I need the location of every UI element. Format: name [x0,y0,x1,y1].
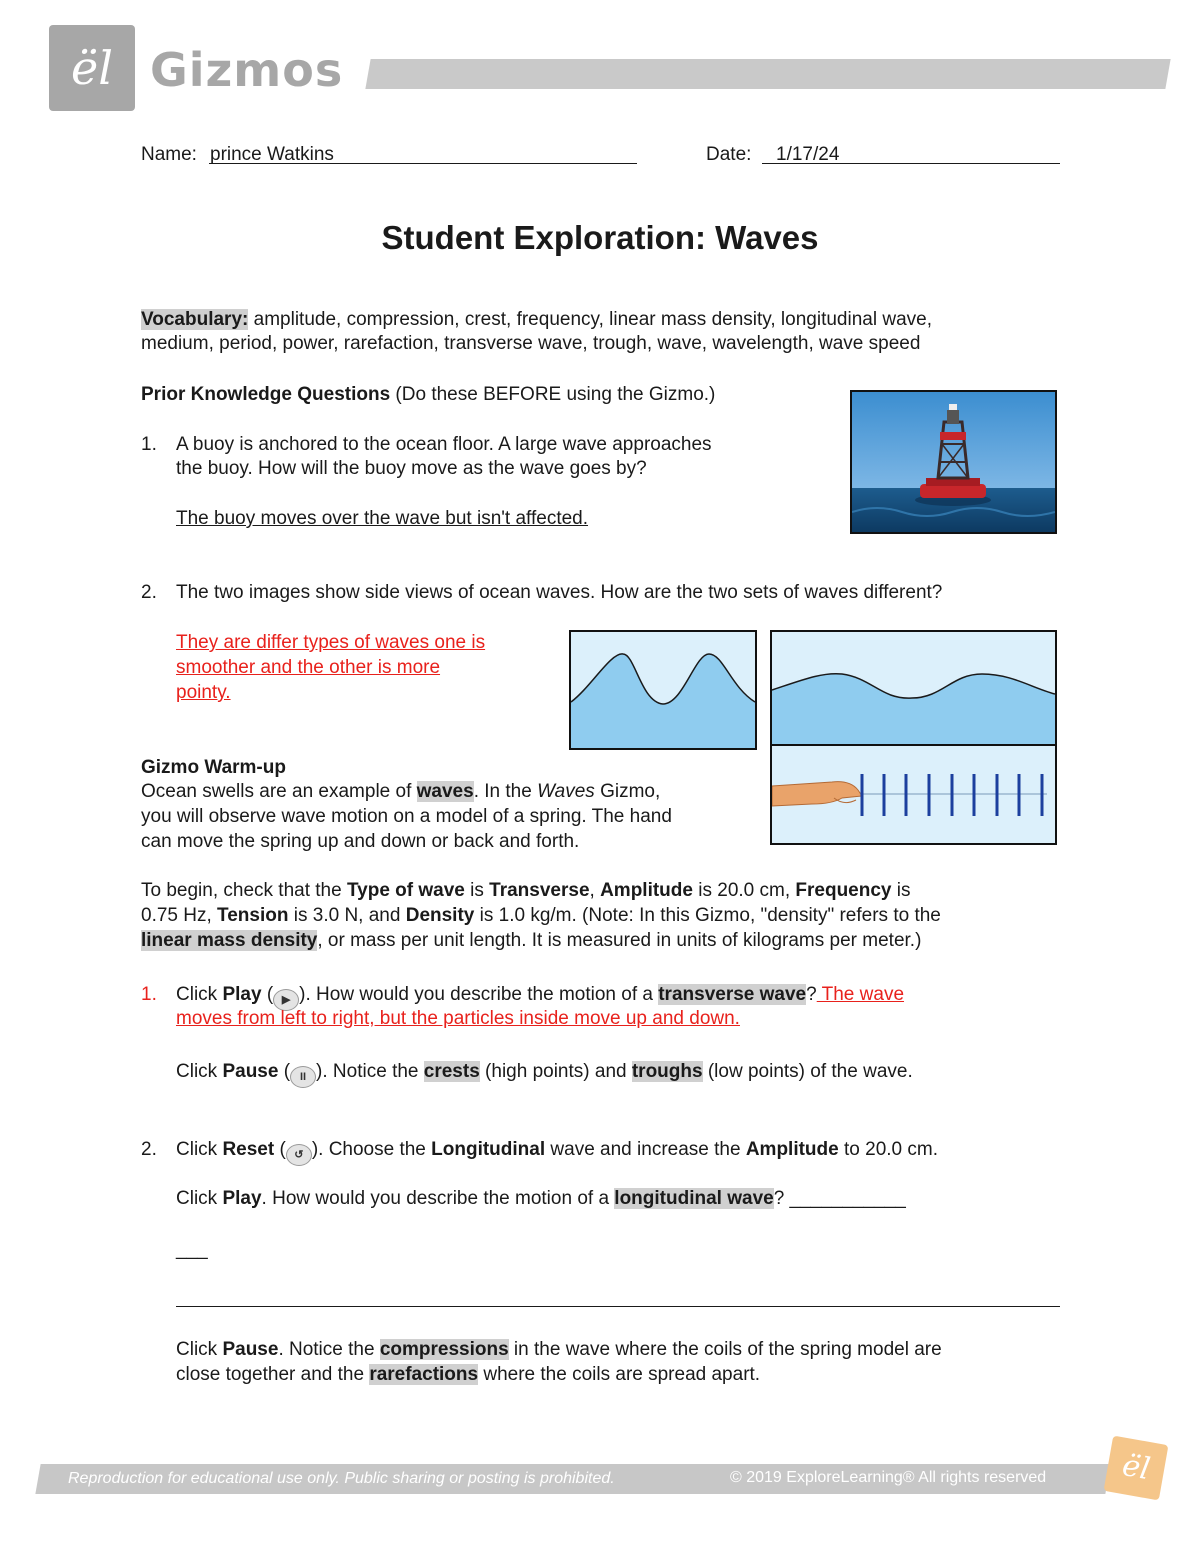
warmup-heading: Gizmo Warm-up [141,757,286,778]
setup-line-3 [141,928,921,953]
step2-paren: ( [274,1139,286,1160]
term-play-2: Play [222,1188,262,1209]
reset-icon[interactable]: ↺ [286,1144,312,1166]
q2-number: 2. [141,582,157,603]
name-underline [209,163,637,164]
term-crests: crests [423,1061,480,1082]
buoy-image [850,390,1057,534]
step1-text-b: ). How would you describe the motion of a [299,984,659,1005]
term-pause-2: Pause [222,1339,279,1360]
footer-copyright: © 2019 ExploreLearning® All rights reserved [730,1469,1047,1486]
name-value[interactable]: prince Watkins [210,144,334,165]
step2-number: 2. [141,1139,157,1160]
setup-text-i: , or mass per unit length. It is measured in units of kilograms per meter.) [317,930,922,951]
term-amplitude: Amplitude [600,880,693,901]
name-label: Name: [141,144,197,165]
step2-text-b: ). Choose the [311,1139,432,1160]
spring-hand-image [770,744,1057,845]
setup-line-2 [141,903,941,928]
term-pause: Pause [222,1061,279,1082]
step2-pause-click: Click [176,1339,223,1360]
setup-line-1 [141,878,910,903]
vocabulary-line-1 [141,307,932,332]
term-longitudinal-wave: longitudinal wave [614,1188,774,1209]
date-label: Date: [706,144,752,165]
step1-pause-text-d: (low points) of the wave. [702,1061,913,1082]
warmup-line-1 [141,779,660,804]
step1-question-mark: ? [806,984,817,1005]
q2-line-1: The two images show side views of ocean waves. How are the two sets of waves different? [176,582,943,603]
hand-icon [772,782,862,806]
term-linear-mass-density: linear mass density [141,930,318,951]
pointy-waves-illustration [571,632,755,748]
step2-line-1 [176,1137,938,1166]
warmup-text-c: Gizmo, [594,781,661,802]
pause-icon[interactable]: II [290,1066,316,1088]
step1-paren-open: ( [261,984,274,1005]
warmup-line-3: can move the spring up and down or back and forth. [141,831,580,852]
pointy-waves-image [569,630,757,750]
setup-text-c: , [589,880,601,901]
spring-hand-illustration [772,746,1055,843]
step2-play-click: Click [176,1188,223,1209]
page-title: Student Exploration: Waves [381,219,819,256]
term-longitudinal: Longitudinal [431,1139,546,1160]
step2-text-d: to 20.0 cm. [838,1139,938,1160]
warmup-text-a: Ocean swells are an example of [141,781,417,802]
term-frequency: Frequency [795,880,892,901]
step2-pause-line-1 [176,1337,942,1362]
q2-answer-line-1[interactable]: They are differ types of waves one is [176,632,486,653]
step1-click-text: Click [176,984,223,1005]
setup-text-h: is 1.0 kg/m. (Note: In this Gizmo, "density" refers to the [474,905,941,926]
date-value[interactable]: 1/17/24 [776,144,840,165]
brand-name: Gizmos [150,43,344,97]
term-type-of-wave: Type of wave [346,880,465,901]
step2-pause-text-c: in the wave where the coils of the spring model are [508,1339,942,1360]
q1-answer[interactable]: The buoy moves over the wave but isn't affected. [176,508,589,529]
term-compressions: compressions [379,1339,509,1360]
buoy-illustration [852,392,1055,532]
step2-click: Click [176,1139,223,1160]
step2-pause-text-e: where the coils are spread apart. [478,1364,761,1385]
prior-heading-note: (Do these BEFORE using the Gizmo.) [390,384,716,405]
step1-number: 1. [141,984,157,1005]
term-reset: Reset [222,1139,275,1160]
term-transverse-wave: transverse wave [658,984,807,1005]
prior-heading-bold: Prior Knowledge Questions [141,384,391,405]
step2-pause-text-d: close together and the [176,1364,370,1385]
step1-pause-text-b: ). Notice the [316,1061,424,1082]
term-tension: Tension [217,905,289,926]
step2-text-c: wave and increase the [545,1139,746,1160]
step2-answer-blank-1[interactable]: ? ___________ [773,1188,906,1209]
explorelearning-logo-mark: ël [71,41,113,95]
step1-answer-part-1[interactable]: The wave [816,984,905,1005]
term-play: Play [222,984,262,1005]
vocabulary-line-2: medium, period, power, rarefaction, transverse wave, trough, wave, wavelength, wave speed [141,333,921,354]
setup-text-g: is 3.0 N, and [288,905,406,926]
step1-pause-click: Click [176,1061,223,1082]
q1-number: 1. [141,434,157,455]
step1-answer-part-2[interactable]: moves from left to right, but the particles inside move up and down. [176,1008,740,1029]
q2-answer-line-2[interactable]: smoother and the other is more [176,657,441,678]
date-underline [762,163,1060,164]
step2-pause-text-b: . Notice the [278,1339,380,1360]
footer-logo-mark: ël [1104,1436,1169,1501]
term-transverse: Transverse [489,880,590,901]
warmup-line-2: you will observe wave motion on a model of a spring. The hand [141,806,672,827]
warmup-text-b: . In the [473,781,538,802]
smooth-waves-illustration [772,632,1055,744]
term-troughs: troughs [631,1061,703,1082]
step2-answer-blank-2[interactable]: ___ [176,1239,208,1260]
term-amplitude-2: Amplitude [745,1139,839,1160]
term-density: Density [405,905,475,926]
setup-text-f: 0.75 Hz, [141,905,218,926]
footer-reproduction-notice: Reproduction for educational use only. Public sharing or posting is prohibited. [68,1470,615,1487]
step2-play-line [176,1186,906,1211]
step1-pause-line [176,1059,913,1088]
term-waves: waves [416,781,474,802]
step2-pause-line-2 [176,1362,760,1387]
step2-answer-line[interactable] [176,1306,1060,1307]
term-rarefactions: rarefactions [369,1364,479,1385]
gizmo-name-italic: Waves [537,781,595,802]
vocabulary-terms-1: amplitude, compression, crest, frequency, linear mass density, longitudinal wave, [248,309,932,330]
smooth-waves-image [770,630,1057,746]
q1-line-1: A buoy is anchored to the ocean floor. A large wave approaches [176,434,712,455]
setup-text-e: is [891,880,911,901]
q2-answer-line-3[interactable]: pointy. [176,682,231,703]
prior-knowledge-heading [141,382,715,407]
header-band [365,59,1170,89]
setup-text-b: is [464,880,490,901]
step1-pause-text-c: (high points) and [479,1061,632,1082]
play-icon[interactable]: ▶ [273,989,299,1011]
setup-text-a: To begin, check that the [141,880,347,901]
setup-text-d: is 20.0 cm, [692,880,796,901]
vocabulary-label: Vocabulary: [141,309,249,330]
step2-play-text-b: . How would you describe the motion of a [261,1188,615,1209]
step1-pause-paren: ( [278,1061,291,1082]
q1-line-2: the buoy. How will the buoy move as the wave goes by? [176,458,647,479]
